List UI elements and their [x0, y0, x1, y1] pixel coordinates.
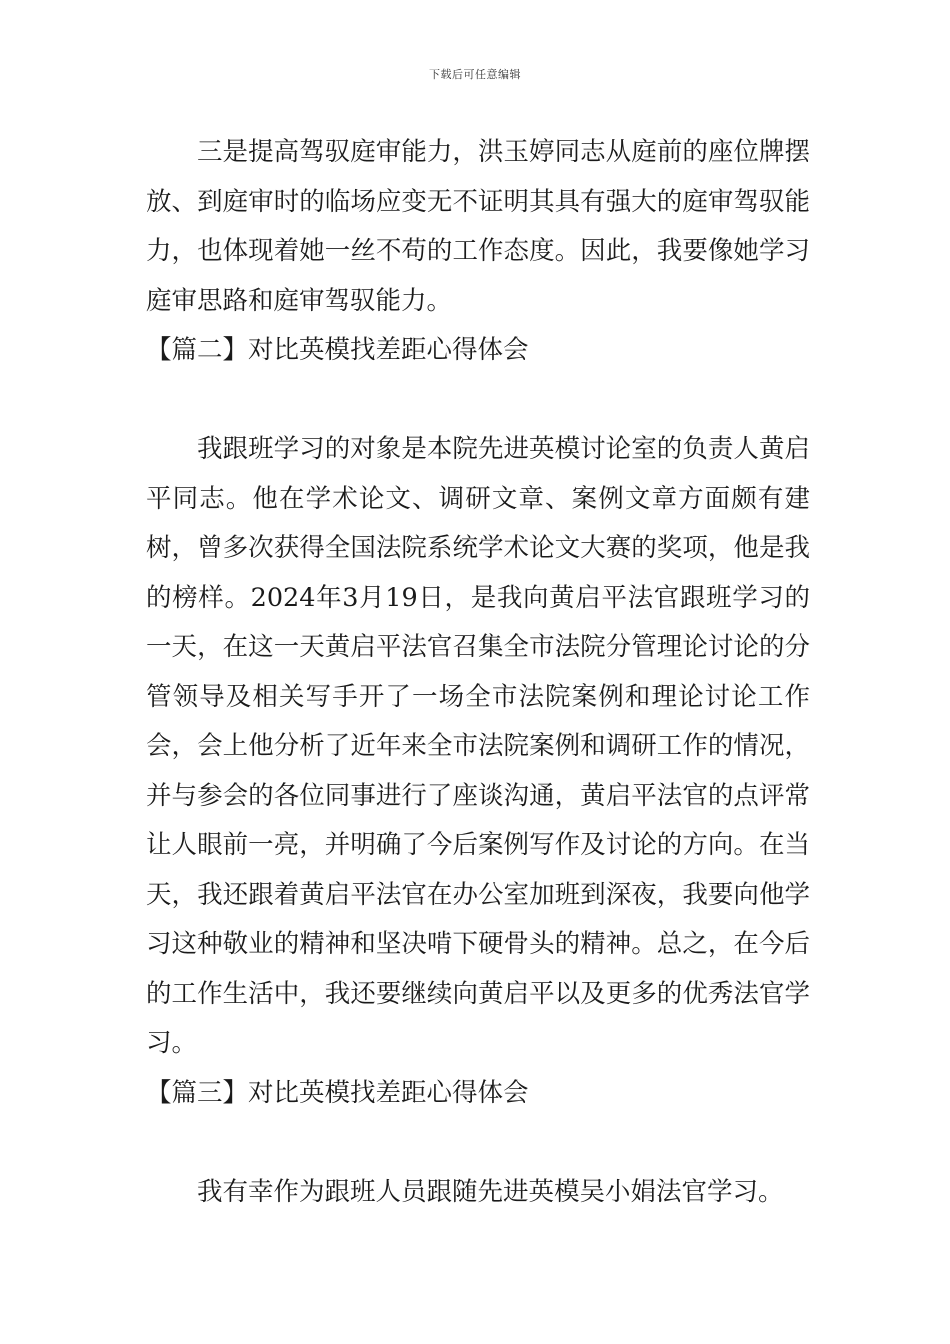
section-heading-2: 【篇二】对比英模找差距心得体会: [146, 335, 529, 365]
paragraph-intro: 三是提高驾驭庭审能力，洪玉婷同志从庭前的座位牌摆放、到庭审时的临场应变无不证明其具有强大的庭审驾驭能力，也体现着她一丝不苟的工作态度。因此，我要像她学习庭审思路和庭审驾驭能力。: [146, 137, 810, 316]
paragraph-section-3: 我有幸作为跟班人员跟随先进英模吴小娟法官学习。: [197, 1176, 784, 1207]
spacer: [146, 1118, 810, 1168]
document-body: [146, 128, 810, 1217]
paragraph-section-2: 我跟班学习的对象是本院先进英模讨论室的负责人黄启平同志。他在学术论文、调研文章、案例文章方面颇有建树，曾多次获得全国法院系统学术论文大赛的奖项，他是我的榜样。2024年3月19日，是我向黄启平法官跟班学习的一天，在这一天黄启平法官召集全市法院分管理论讨论的分管领导及相关写手开了一场全市法院案例和理论讨论工作会，会上他分析了近年来全市法院案例和调研工作的情况，并与参会的各位同事进行了座谈沟通，黄启平法官的点评常让人眼前一亮，并明确了今后案例写作及讨论的方向。在当天，我还跟着黄启平法官在办公室加班到深夜，我要向他学习这种敬业的精神和坚决啃下硬骨头的精神。总之，在今后的工作生活中，我还要继续向黄启平以及更多的优秀法官学习。: [146, 434, 810, 1058]
page-header-note: 下载后可任意编辑: [429, 68, 521, 81]
spacer: [146, 376, 810, 426]
section-heading-3: 【篇三】对比英模找差距心得体会: [146, 1077, 529, 1108]
